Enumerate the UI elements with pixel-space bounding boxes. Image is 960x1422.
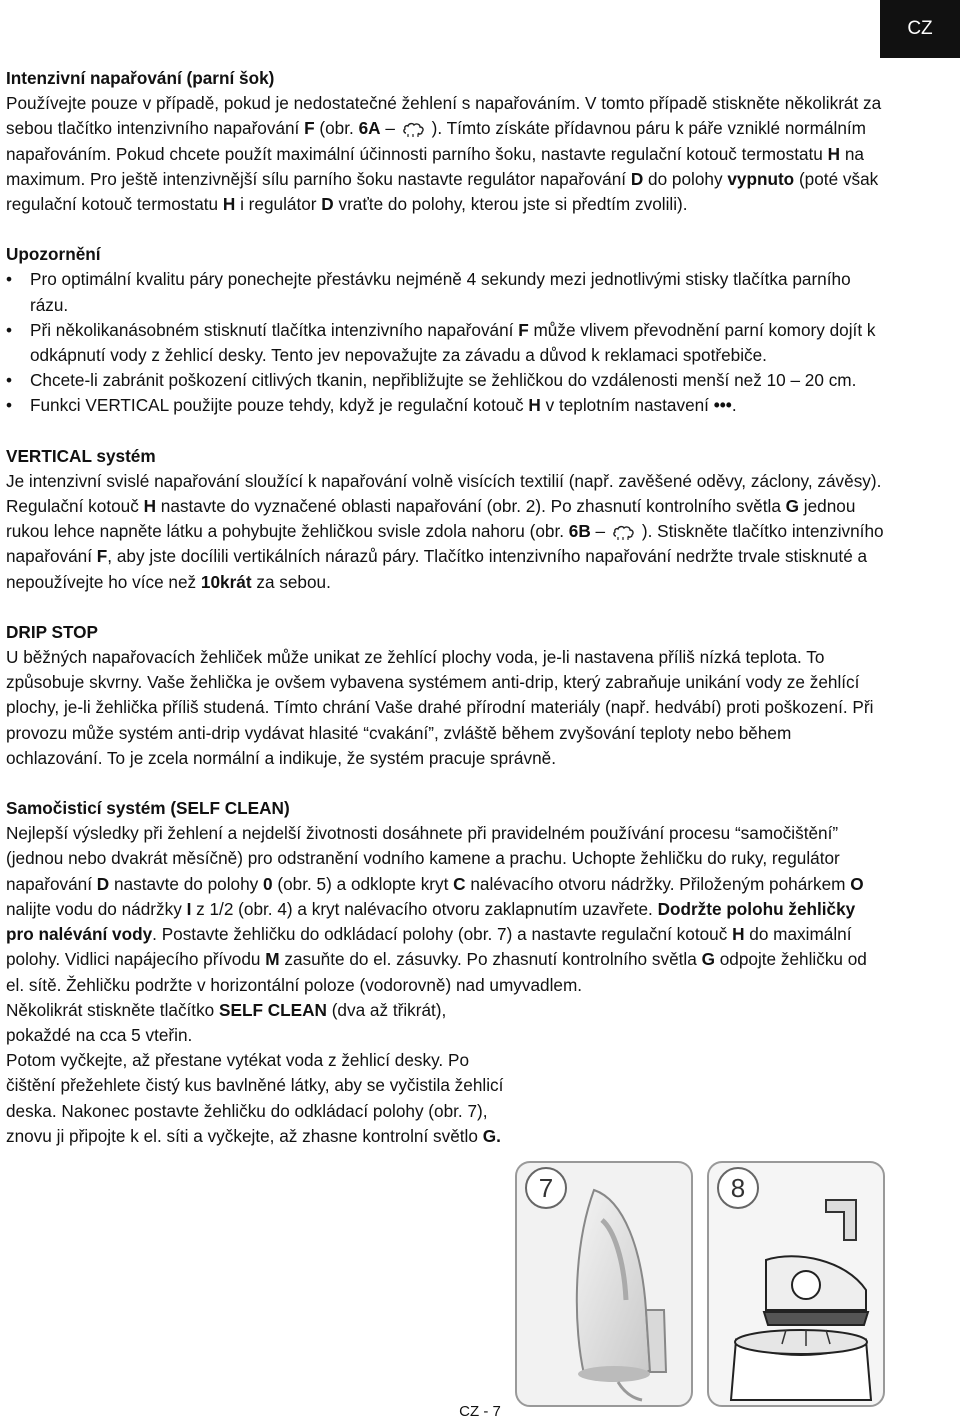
section-self-clean: [6, 796, 884, 1149]
section-title: DRIP STOP: [6, 621, 99, 642]
section-vertical-system: [6, 444, 884, 595]
steam-burst-icon: [612, 521, 640, 541]
section-title: Upozornění: [6, 244, 101, 265]
section-warning: [6, 242, 884, 418]
page-footer: CZ - 7: [459, 1403, 501, 1420]
list-item: • Chcete-li zabránit poškození citlivých tkanin, nepřibližujte se žehličkou do vzdálenosti menší než 10 – 20 cm.: [6, 368, 884, 393]
figure-number: 7: [538, 1173, 554, 1203]
section-text-narrow: Několikrát stiskněte tlačítko SELF CLEAN (dva až třikrát), pokaždé na cca 5 vteřin.: [6, 999, 447, 1045]
figure-8-iron-over-sink: [706, 1160, 886, 1408]
list-item: • Při několikanásobném stisknutí tlačítka intenzivního napařování F může vlivem převodnění parní komory dojít k odkápnutí vody z žehlicí desky. Tento jev nepovažujte za závadu a důvod k reklamaci spotřebiče.: [6, 318, 884, 368]
list-item: • Funkci VERTICAL použijte pouze tehdy, když je regulační kotouč H v teplotním nastavení •••.: [6, 393, 884, 418]
steam-burst-icon: [402, 118, 430, 138]
section-text-narrow: Potom vyčkejte, až přestane vytékat voda z žehlicí desky. Po čištění přežehlete čistý kus bavlněné látky, aby se vyčistila žehlicí deska. Nakonec postavte žehličku do odkládací polohy (obr. 7), znovu ji připojte k el. síti a vyčkejte, až zhasne kontrolní světlo G.: [6, 1050, 504, 1146]
figure-7-iron-upright: [514, 1160, 694, 1408]
section-text: Používejte pouze v případě, pokud je nedostatečné žehlení s napařováním. V tomto případě stiskněte několikrát za sebou tlačítko intenzivního napařování F (obr. 6A – ). Tímto získáte přídavnou páru k páře vzniklé normálním napařováním. Pokud chcete použít maximální účinnosti parního šoku, nastavte regulační kotouč termostatu H na maximum. Pro ještě intenzivnější sílu parního šoku nastavte regulátor napařování D do polohy vypnuto (poté však regulační kotouč termostatu H i regulátor D vraťte do polohy, kterou jste si předtím zvolili).: [6, 93, 882, 215]
section-text: U běžných napařovacích žehliček může unikat ze žehlící plochy voda, je-li nastavena příliš nízká teplota. To způsobuje skvrny. Vaše žehlička je ovšem vybavena systémem anti-drip, který zabraňuje unikání vody ze žehlící plochy, je-li žehlička příliš studená. Tímto chrání Vaše drahé přírodní materiály (např. hedvábí) proti poškození. Při provozu může systém anti-drip vydávat hlasité “cvakání”, zvláště během zvyšování teploty nebo během ochlazování. To je zcela normální a indikuje, že systém pracuje správně.: [6, 647, 874, 768]
section-text: Je intenzivní svislé napařování sloužící k napařování volně visících textilií (např. zavěšené oděvy, záclony, závěsy). Regulační kotouč H nastavte do vyznačené oblasti napařování (obr. 2). Po zhasnutí kontrolního světla G jednou rukou lehce napněte látku a pohybujte žehličkou svisle zdola nahoru (obr. 6B – ). Stiskněte tlačítko intenzivního napařování F, aby jste docílili vertikálních nárazů páry. Tlačítko intenzivního napařování nedržte trvale stisknuté a nepoužívejte ho více než 10krát za sebou.: [6, 470, 884, 592]
page-content: [6, 66, 884, 1149]
figures: [514, 1160, 884, 1410]
language-tab: CZ: [880, 0, 960, 58]
figure-number: 8: [730, 1173, 746, 1203]
warning-list: [6, 267, 884, 418]
section-title: Intenzivní napařování (parní šok): [6, 68, 275, 88]
list-item: • Pro optimální kvalitu páry ponechejte přestávku nejméně 4 sekundy mezi jednotlivými stisky tlačítka parního rázu.: [6, 267, 884, 317]
section-text: Nejlepší výsledky při žehlení a nejdelší životnosti dosáhnete při pravidelném používání procesu “samočištění” (jednou nebo dvakrát měsíčně) pro odstranění vodního kamene a prachu. Uchopte žehličku do ruky, regulátor napařování D nastavte do polohy 0 (obr. 5) a odklopte kryt C nalévacího otvoru nádržky. Přiloženým pohárkem O nalijte vodu do nádržky I z 1/2 (obr. 4) a kryt nalévacího otvoru zaklapnutím uzavřete. Dodržte polohu žehličky pro nalévání vody. Postavte žehličku do odkládací polohy (obr. 7) a nastavte regulační kotouč H do maximální polohy. Vidlici napájecího přívodu M zasuňte do el. zásuvky. Po zhasnutí kontrolního světla G odpojte žehličku od el. sítě. Žehličku podržte v horizontální poloze (vodorovně) nad umyvadlem.: [6, 823, 867, 995]
section-title: VERTICAL systém: [6, 445, 156, 466]
section-drip-stop: [6, 620, 884, 771]
section-title: Samočisticí systém (SELF CLEAN): [6, 798, 290, 819]
section-steam-shot: [6, 66, 884, 217]
